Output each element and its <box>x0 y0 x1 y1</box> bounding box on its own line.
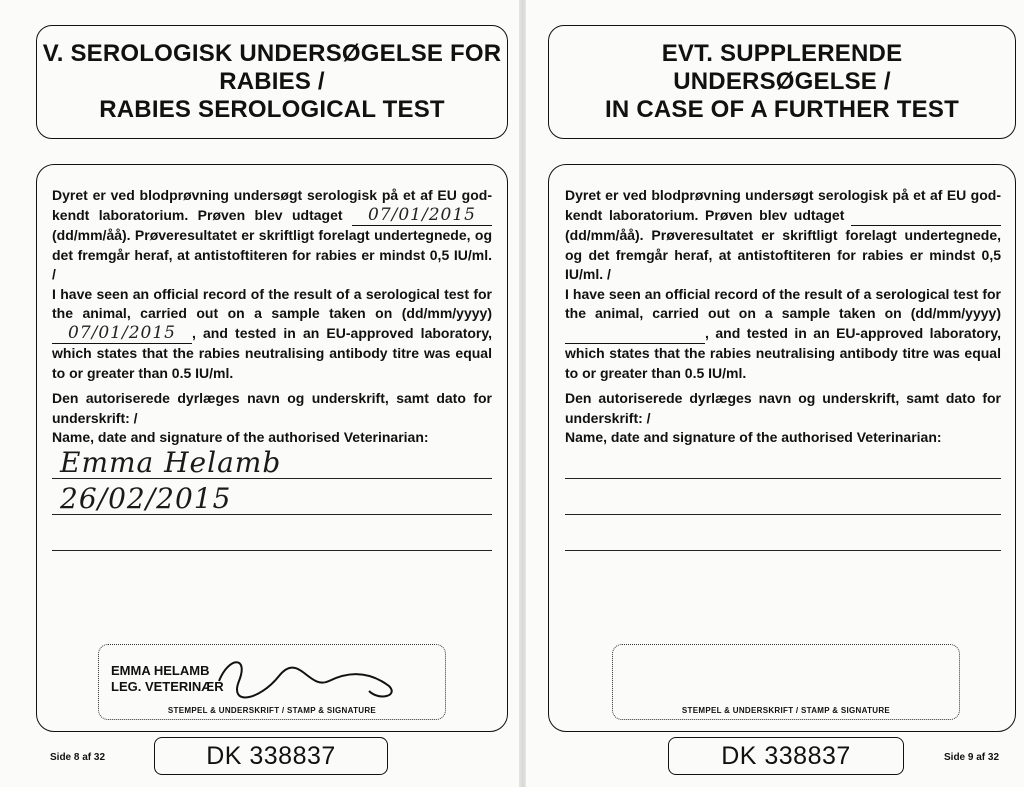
stamp-title: LEG. VETERINÆR <box>111 679 224 694</box>
danish-statement-part1: Dyret er ved blodprøvning undersøgt serologisk på et af EU god-kendt laboratorium. Prøven blev udtaget <box>565 187 1001 223</box>
serology-statement <box>52 186 492 383</box>
english-statement-part2: , and tested in an EU-approved laboratory, which states that the rabies neutralising antibody titre was equal to or greater than 0.5 IU/ml. <box>52 324 492 381</box>
sample-date-handwritten: 07/01/2015 <box>68 322 176 343</box>
section-title-box <box>36 25 508 139</box>
section-title-line: IN CASE OF A FURTHER TEST <box>605 96 959 123</box>
vet-signature-label <box>565 389 1001 448</box>
passport-number-box <box>154 737 388 775</box>
sample-date-field-en[interactable] <box>565 324 705 345</box>
english-statement-part2: , and tested in an EU-approved laboratory, which states that the rabies neutralising antibody titre was equal to or greater than 0.5 IU/ml. <box>565 324 1001 381</box>
signature-line[interactable] <box>52 514 492 515</box>
sample-date-field-da[interactable] <box>851 206 1001 227</box>
passport-number-box <box>668 737 904 775</box>
page-number: Side 9 af 32 <box>944 752 1000 763</box>
sample-date-field-da[interactable] <box>352 206 492 227</box>
signature-line[interactable] <box>565 478 1001 479</box>
section-title-line: RABIES SEROLOGICAL TEST <box>99 96 445 123</box>
stamp-signature-box[interactable] <box>98 644 446 720</box>
signature-line[interactable] <box>52 550 492 551</box>
vet-label-danish: Den autoriserede dyrlæges navn og underskrift, samt dato for underskrift: / <box>52 390 492 426</box>
danish-statement-part2: (dd/mm/åå). Prøveresultatet er skriftligt forelagt undertegnede, og det fremgår heraf, at antistoftiteren for rabies er mindst 0,5 IU/ml. / <box>52 227 492 282</box>
english-statement-part1: I have seen an official record of the result of a serological test for the animal, carried out on a sample taken on (dd/mm/yyyy) <box>565 285 1001 321</box>
vet-signature-label <box>52 389 492 448</box>
vet-name-handwritten: Emma Helamb <box>60 446 282 479</box>
danish-statement-part2: (dd/mm/åå). Prøveresultatet er skriftligt forelagt undertegnede, og det fremgår heraf, at antistoftiteren for rabies er mindst 0,5 IU/ml. / <box>565 227 1001 282</box>
stamp-signature-box[interactable] <box>612 644 960 720</box>
section-title-line: V. SEROLOGISK UNDERSØGELSE FOR <box>42 40 502 67</box>
signature-line[interactable] <box>565 550 1001 551</box>
serology-statement <box>565 186 1001 383</box>
signature-scribble-icon <box>209 651 409 711</box>
vet-label-danish: Den autoriserede dyrlæges navn og underskrift, samt dato for underskrift: / <box>565 390 1001 426</box>
stamp-name: EMMA HELAMB <box>111 663 210 678</box>
sample-date-handwritten: 07/01/2015 <box>368 204 476 225</box>
section-title-line: RABIES / <box>219 68 325 95</box>
english-statement-part1: I have seen an official record of the result of a serological test for the animal, carried out on a sample taken on (dd/mm/yyyy) <box>52 285 492 321</box>
vet-date-handwritten: 26/02/2015 <box>60 482 232 515</box>
danish-statement-part1: Dyret er ved blodprøvning undersøgt serologisk på et af EU god-kendt laboratorium. Prøven blev udtaget <box>52 187 492 223</box>
signature-line[interactable] <box>565 514 1001 515</box>
stamp-caption: STEMPEL & UNDERSKRIFT / STAMP & SIGNATURE <box>167 706 377 715</box>
section-title-line: UNDERSØGELSE / <box>673 68 891 95</box>
page-number: Side 8 af 32 <box>50 752 106 763</box>
page-right <box>526 0 1024 787</box>
section-title-box <box>548 25 1016 139</box>
sample-date-field-en[interactable] <box>52 324 192 345</box>
passport-number: DK 338837 <box>721 741 851 770</box>
vet-stamp <box>111 663 224 695</box>
vet-label-english: Name, date and signature of the authorised Veterinarian: <box>565 429 942 445</box>
signature-line[interactable] <box>52 478 492 479</box>
section-title-line: EVT. SUPPLERENDE <box>661 40 903 67</box>
stamp-caption: STEMPEL & UNDERSKRIFT / STAMP & SIGNATURE <box>681 706 891 715</box>
vet-label-english: Name, date and signature of the authorised Veterinarian: <box>52 429 429 445</box>
passport-number: DK 338837 <box>206 741 336 770</box>
